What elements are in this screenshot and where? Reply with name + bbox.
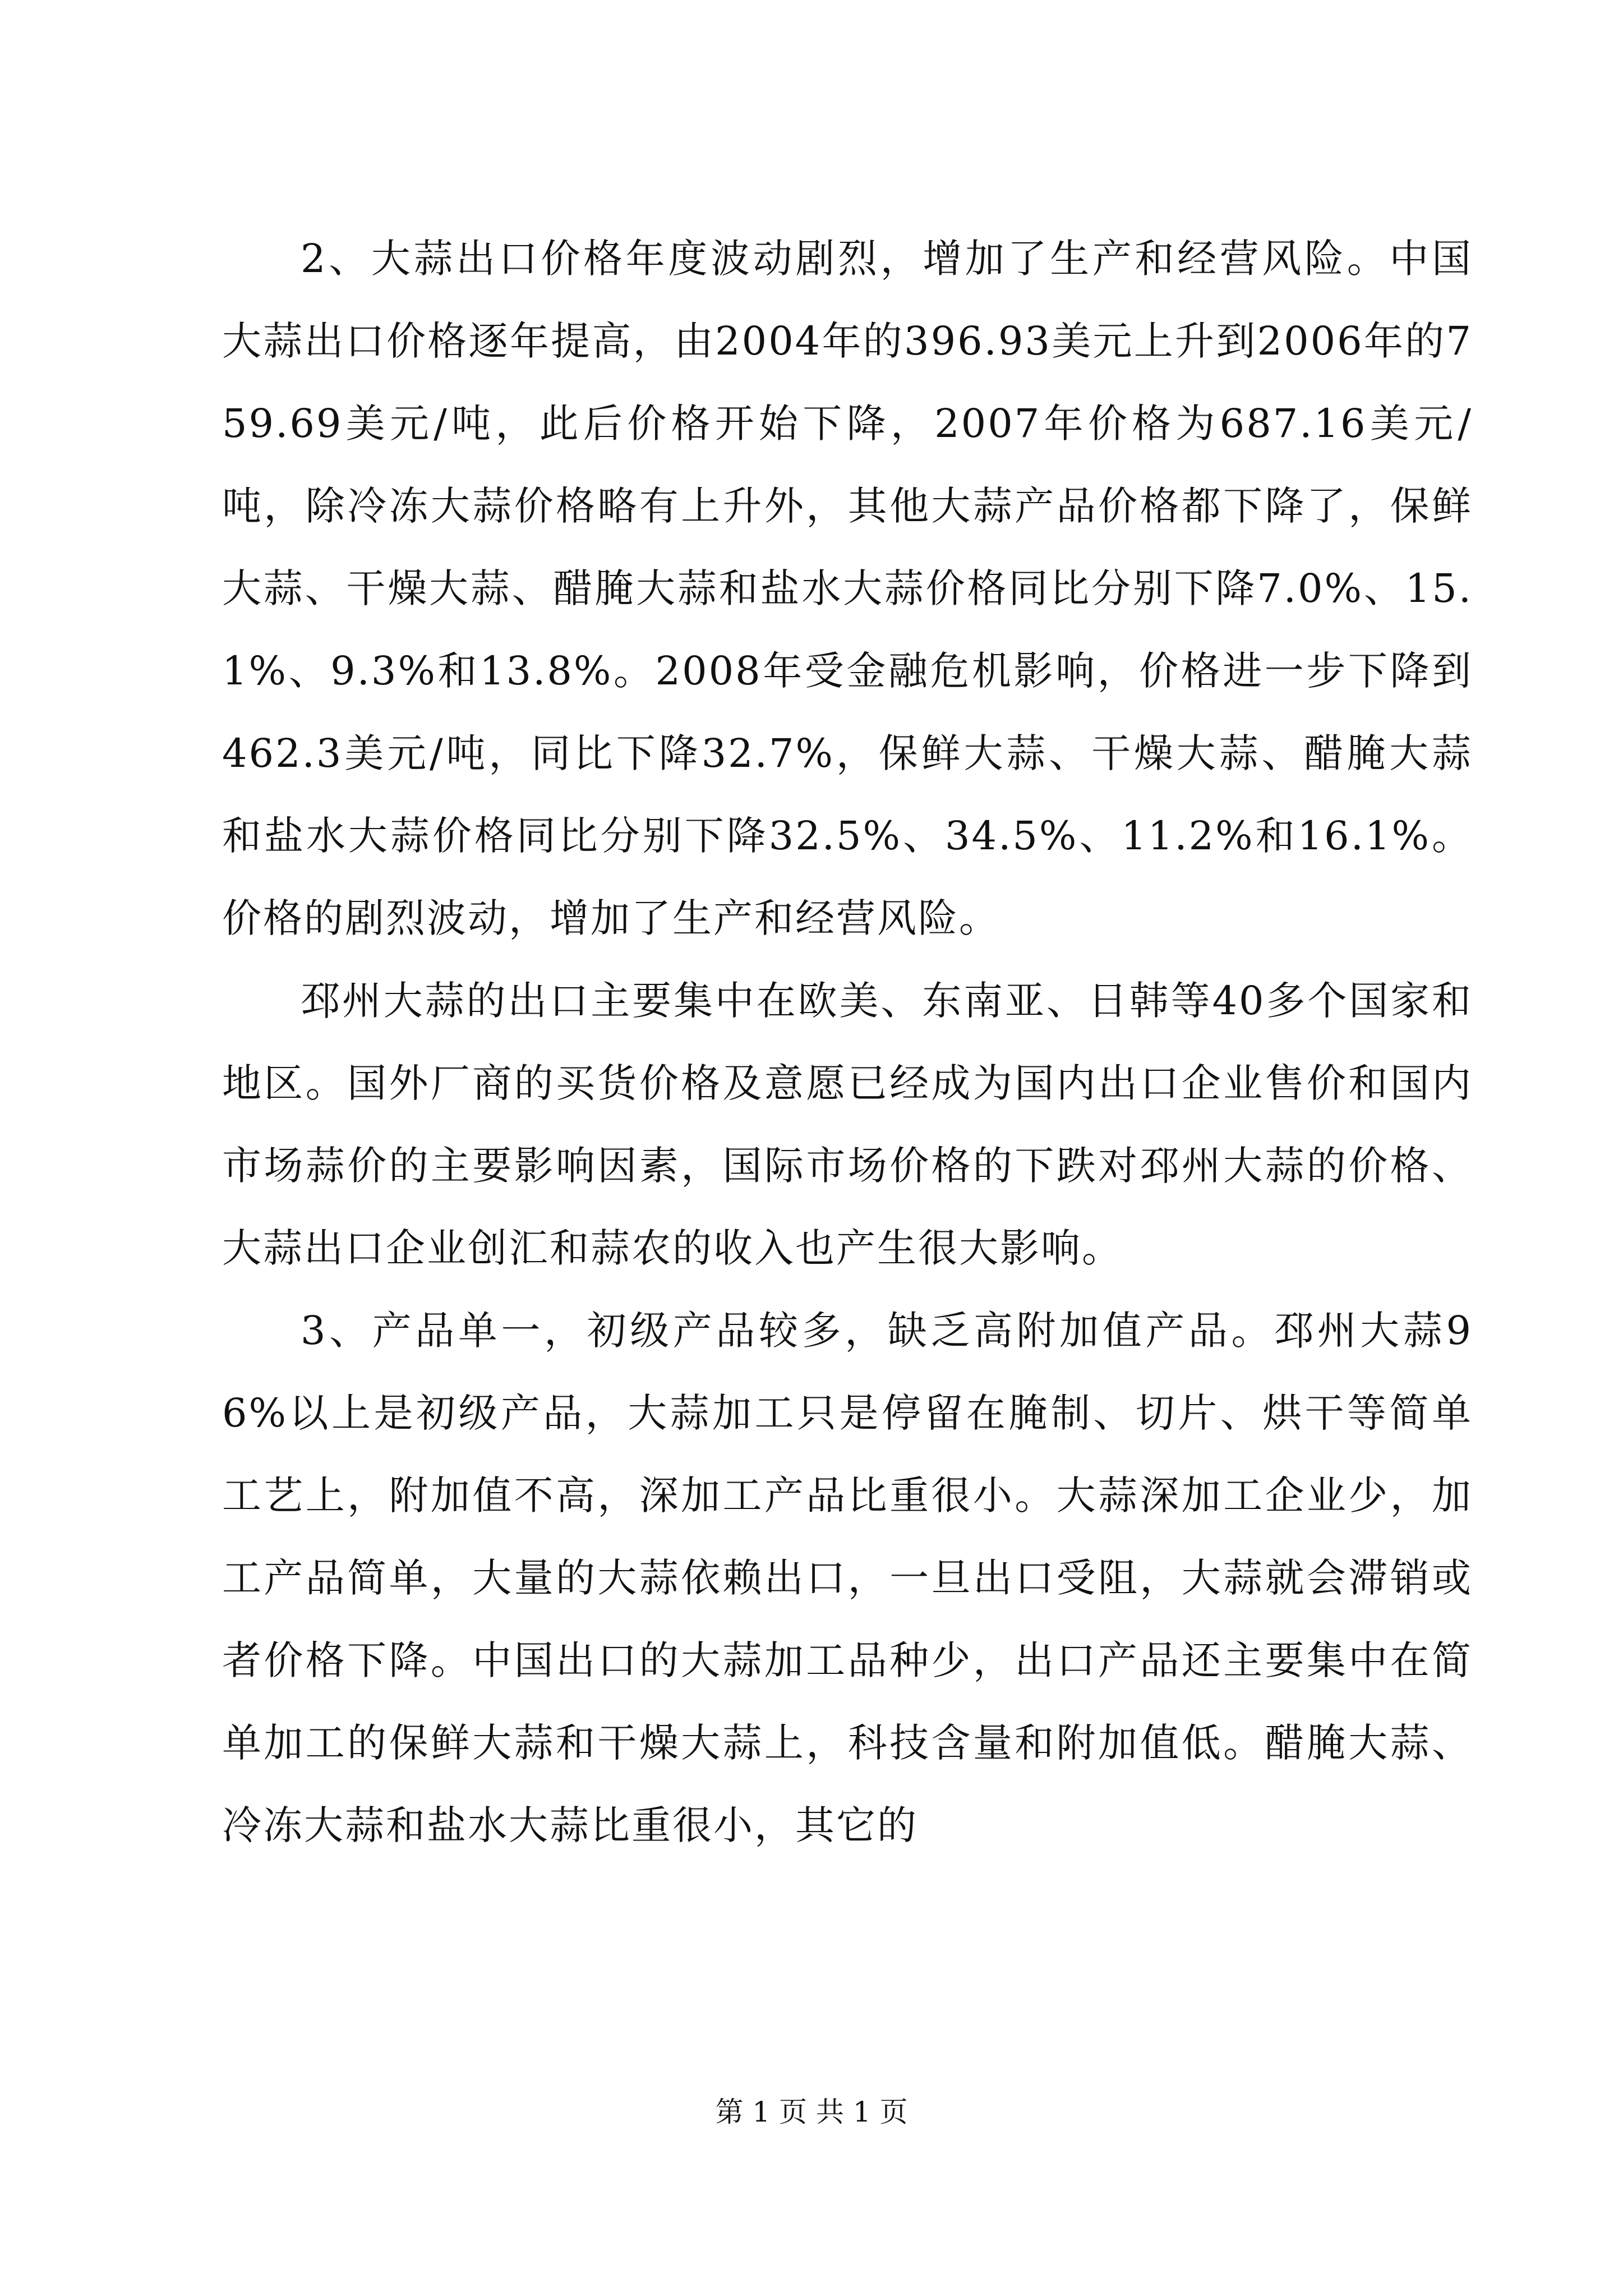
page-footer: 第 1 页 共 1 页 <box>715 2096 908 2128</box>
document-body <box>222 218 1473 1867</box>
paragraph-export-markets: 邳州大蒜的出口主要集中在欧美、东南亚、日韩等40多个国家和地区。国外厂商的买货价格及意愿已经成为国内出口企业售价和国内市场蒜价的主要影响因素，国际市场价格的下跌对邳州大蒜的价格、大蒜出口企业创汇和蒜农的收入也产生很大影响。 <box>222 978 1473 1271</box>
paragraph-product-structure: 3、产品单一，初级产品较多，缺乏高附加值产品。邳州大蒜96%以上是初级产品，大蒜加工只是停留在腌制、切片、烘干等简单工艺上，附加值不高，深加工产品比重很小。大蒜深加工企业少，加工产品简单，大量的大蒜依赖出口，一旦出口受阻，大蒜就会滞销或者价格下降。中国出口的大蒜加工品种少，出口产品还主要集中在简单加工的保鲜大蒜和干燥大蒜上，科技含量和附加值低。醋腌大蒜、冷冻大蒜和盐水大蒜比重很小，其它的 <box>222 1308 1473 1848</box>
paragraph-price-fluctuation: 2、大蒜出口价格年度波动剧烈，增加了生产和经营风险。中国大蒜出口价格逐年提高，由2004年的396.93美元上升到2006年的759.69美元/吨，此后价格开始下降，2007年价格为687.16美元/吨，除冷冻大蒜价格略有上升外，其他大蒜产品价格都下降了，保鲜大蒜、干燥大蒜、醋腌大蒜和盐水大蒜价格同比分别下降7.0%、15.1%、9.3%和13.8%。2008年受金融危机影响，价格进一步下降到462.3美元/吨，同比下降32.7%，保鲜大蒜、干燥大蒜、醋腌大蒜和盐水大蒜价格同比分别下降32.5%、34.5%、11.2%和16.1%。价格的剧烈波动，增加了生产和经营风险。 <box>222 236 1473 941</box>
